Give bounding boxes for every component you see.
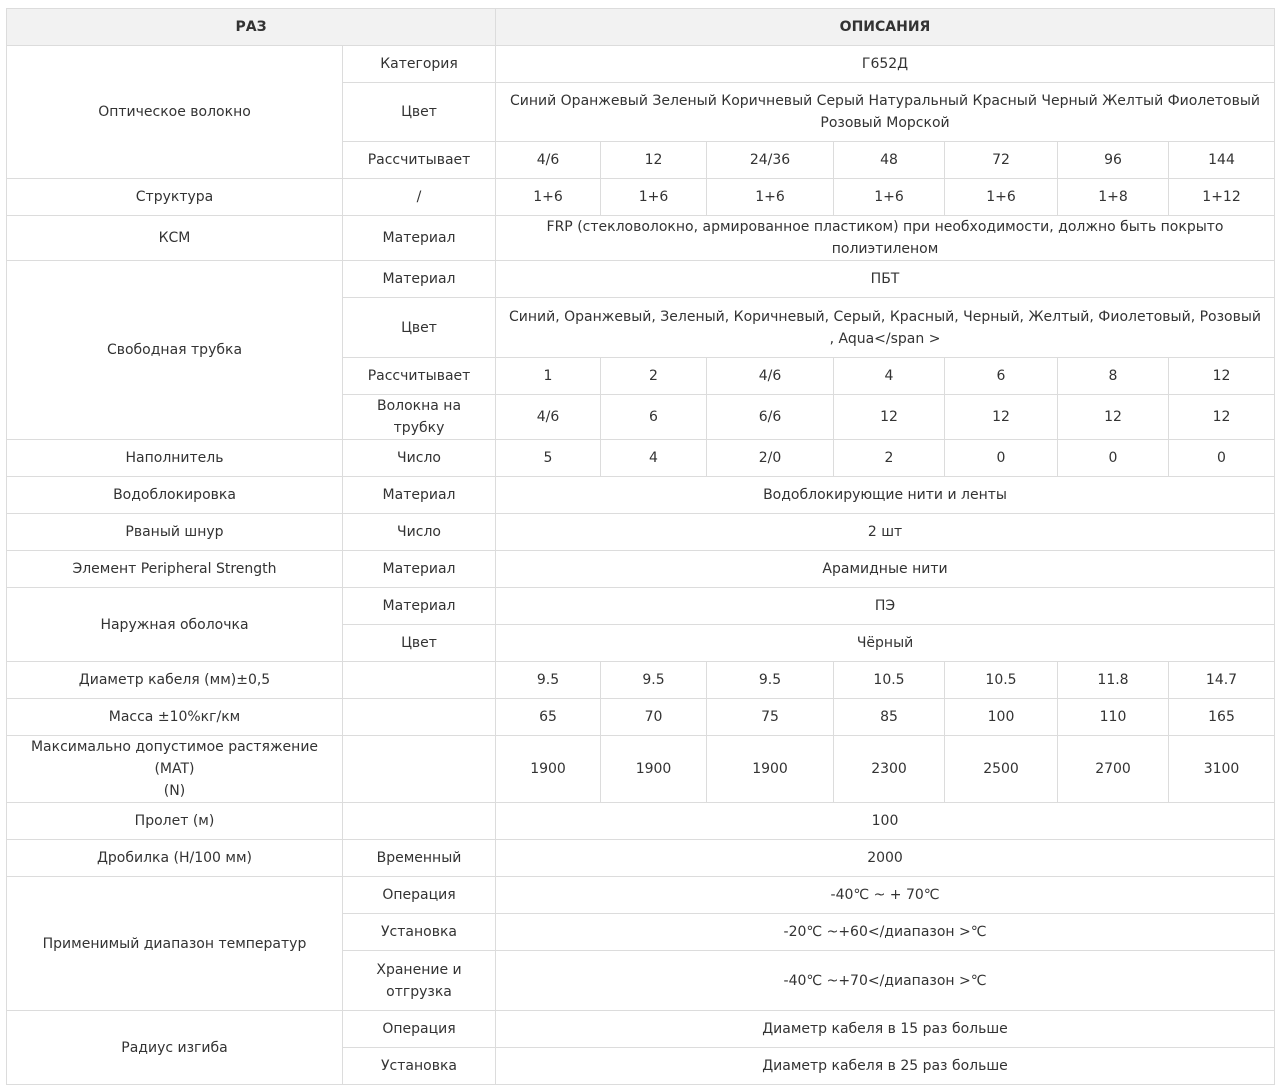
sub-label-operation: Операция <box>343 877 496 914</box>
table-cell: 1+6 <box>601 179 707 216</box>
table-row <box>7 514 1275 551</box>
table-row <box>7 179 1275 216</box>
table-row <box>7 736 1275 803</box>
sub-label-empty <box>343 699 496 736</box>
sub-label-color: Цвет <box>343 298 496 358</box>
table-cell: 165 <box>1169 699 1275 736</box>
sub-label-count: Рассчитывает <box>343 142 496 179</box>
table-cell: 4/6 <box>496 395 601 440</box>
sub-label-material: Материал <box>343 216 496 261</box>
sub-label-material: Материал <box>343 477 496 514</box>
fiber-category-value: Г652Д <box>496 46 1275 83</box>
table-cell: 2500 <box>945 736 1058 803</box>
table-cell: 4 <box>601 440 707 477</box>
table-row <box>7 261 1275 298</box>
table-cell: 12 <box>1169 358 1275 395</box>
header-description: ОПИСАНИЯ <box>496 9 1275 46</box>
water-block-value: Водоблокирующие нити и ленты <box>496 477 1275 514</box>
table-row <box>7 1011 1275 1048</box>
table-cell: 1900 <box>496 736 601 803</box>
table-row <box>7 803 1275 840</box>
table-cell: 1+6 <box>834 179 945 216</box>
table-cell: 70 <box>601 699 707 736</box>
table-cell: 0 <box>1169 440 1275 477</box>
table-cell: 12 <box>945 395 1058 440</box>
sheath-material-value: ПЭ <box>496 588 1275 625</box>
table-cell: 1+6 <box>945 179 1058 216</box>
bend-operation-value: Диаметр кабеля в 15 раз больше <box>496 1011 1275 1048</box>
sub-label-empty <box>343 803 496 840</box>
table-cell: 4/6 <box>496 142 601 179</box>
table-cell: 1900 <box>707 736 834 803</box>
table-cell: 3100 <box>1169 736 1275 803</box>
sub-label-number: Число <box>343 440 496 477</box>
table-cell: 2300 <box>834 736 945 803</box>
sub-label-material: Материал <box>343 588 496 625</box>
rip-cord-value: 2 шт <box>496 514 1275 551</box>
sub-label-category: Категория <box>343 46 496 83</box>
table-cell: 65 <box>496 699 601 736</box>
row-label-csm: КСМ <box>7 216 343 261</box>
table-cell: 144 <box>1169 142 1275 179</box>
table-cell: 12 <box>1169 395 1275 440</box>
row-label-fiber: Оптическое волокно <box>7 46 343 179</box>
table-cell: 72 <box>945 142 1058 179</box>
table-cell: 4/6 <box>707 358 834 395</box>
row-label-diameter: Диаметр кабеля (мм)±0,5 <box>7 662 343 699</box>
table-cell: 12 <box>1058 395 1169 440</box>
table-row <box>7 877 1275 914</box>
loose-tube-color-line1: Синий, Оранжевый, Зеленый, Коричневый, Серый, Красный, Черный, Желтый, Фиолетовый, Розовый <box>509 308 1262 325</box>
row-label-crush: Дробилка (Н/100 мм) <box>7 840 343 877</box>
bend-install-value: Диаметр кабеля в 25 раз больше <box>496 1048 1275 1085</box>
sub-label-count: Рассчитывает <box>343 358 496 395</box>
table-row <box>7 477 1275 514</box>
sub-label-color: Цвет <box>343 625 496 662</box>
row-label-structure: Структура <box>7 179 343 216</box>
row-label-water-block: Водоблокировка <box>7 477 343 514</box>
table-cell: 2/0 <box>707 440 834 477</box>
table-row <box>7 840 1275 877</box>
table-cell: 9.5 <box>496 662 601 699</box>
sub-label-installation: Установка <box>343 914 496 951</box>
row-label-temperature: Применимый диапазон температур <box>7 877 343 1011</box>
sub-label-empty <box>343 736 496 803</box>
temperature-install-value: -20℃ ~+60</диапазон >℃ <box>496 914 1275 951</box>
row-label-loose-tube: Свободная трубка <box>7 261 343 440</box>
table-row <box>7 551 1275 588</box>
spec-table <box>6 8 1275 1085</box>
table-cell: 0 <box>1058 440 1169 477</box>
row-label-bend: Радиус изгиба <box>7 1011 343 1085</box>
table-cell: 1900 <box>601 736 707 803</box>
table-row <box>7 662 1275 699</box>
table-header-row <box>7 9 1275 46</box>
table-cell: 85 <box>834 699 945 736</box>
sub-label-short-term: Временный <box>343 840 496 877</box>
table-cell: 9.5 <box>707 662 834 699</box>
table-cell: 8 <box>1058 358 1169 395</box>
table-cell: 2 <box>601 358 707 395</box>
temperature-storage-value: -40℃ ~+70</диапазон >℃ <box>496 951 1275 1011</box>
table-cell: 2700 <box>1058 736 1169 803</box>
tension-label-line2: (N) <box>163 783 186 799</box>
table-row <box>7 588 1275 625</box>
table-cell: 6 <box>945 358 1058 395</box>
table-cell: 1+12 <box>1169 179 1275 216</box>
table-cell: 0 <box>945 440 1058 477</box>
table-row <box>7 216 1275 261</box>
loose-tube-color-line2: , Aqua</span > <box>829 330 941 347</box>
table-cell: 12 <box>601 142 707 179</box>
table-cell: 10.5 <box>834 662 945 699</box>
sub-label-empty <box>343 662 496 699</box>
table-row <box>7 699 1275 736</box>
table-cell: 4 <box>834 358 945 395</box>
storage-label-line1: Хранение и <box>376 961 462 978</box>
temperature-operation-value: -40℃ ~ + 70℃ <box>496 877 1275 914</box>
loose-tube-material-value: ПБТ <box>496 261 1275 298</box>
table-cell: 11.8 <box>1058 662 1169 699</box>
row-label-peripheral: Элемент Peripheral Strength <box>7 551 343 588</box>
row-label-sheath: Наружная оболочка <box>7 588 343 662</box>
table-cell: 12 <box>834 395 945 440</box>
sub-label-color: Цвет <box>343 83 496 142</box>
tension-label-line1: Максимально допустимое растяжение (MAT) <box>30 739 319 777</box>
table-cell: 1 <box>496 358 601 395</box>
loose-tube-color-value <box>496 298 1275 358</box>
crush-value: 2000 <box>496 840 1275 877</box>
table-cell: 48 <box>834 142 945 179</box>
sub-label-number: Число <box>343 514 496 551</box>
row-label-weight: Масса ±10%кг/км <box>7 699 343 736</box>
table-cell: 100 <box>945 699 1058 736</box>
sheath-color-value: Чёрный <box>496 625 1275 662</box>
table-row <box>7 440 1275 477</box>
table-cell: 96 <box>1058 142 1169 179</box>
table-cell: 75 <box>707 699 834 736</box>
sub-label-slash: / <box>343 179 496 216</box>
table-cell: 6 <box>601 395 707 440</box>
table-cell: 5 <box>496 440 601 477</box>
row-label-rip-cord: Рваный шнур <box>7 514 343 551</box>
csm-value: FRP (стекловолокно, армированное пластиком) при необходимости, должно быть покрыто полиэтиленом <box>496 216 1275 261</box>
sub-label-material: Материал <box>343 551 496 588</box>
sub-label-storage <box>343 951 496 1011</box>
header-size: РАЗ <box>7 9 496 46</box>
table-cell: 110 <box>1058 699 1169 736</box>
table-row <box>7 46 1275 83</box>
row-label-span: Пролет (м) <box>7 803 343 840</box>
fiber-color-value: Синий Оранжевый Зеленый Коричневый Серый Натуральный Красный Черный Желтый Фиолетовый Розовый Морской <box>496 83 1275 142</box>
table-cell: 1+6 <box>496 179 601 216</box>
sub-label-installation: Установка <box>343 1048 496 1085</box>
sub-label-material: Материал <box>343 261 496 298</box>
span-value: 100 <box>496 803 1275 840</box>
peripheral-value: Арамидные нити <box>496 551 1275 588</box>
table-cell: 24/36 <box>707 142 834 179</box>
table-cell: 1+6 <box>707 179 834 216</box>
row-label-filler: Наполнитель <box>7 440 343 477</box>
table-cell: 10.5 <box>945 662 1058 699</box>
sub-label-operation: Операция <box>343 1011 496 1048</box>
row-label-tension <box>7 736 343 803</box>
storage-label-line2: отгрузка <box>386 983 452 1000</box>
table-cell: 14.7 <box>1169 662 1275 699</box>
table-cell: 2 <box>834 440 945 477</box>
sub-label-fibers-per-tube: Волокна на трубку <box>343 395 496 440</box>
table-cell: 6/6 <box>707 395 834 440</box>
table-cell: 9.5 <box>601 662 707 699</box>
table-cell: 1+8 <box>1058 179 1169 216</box>
